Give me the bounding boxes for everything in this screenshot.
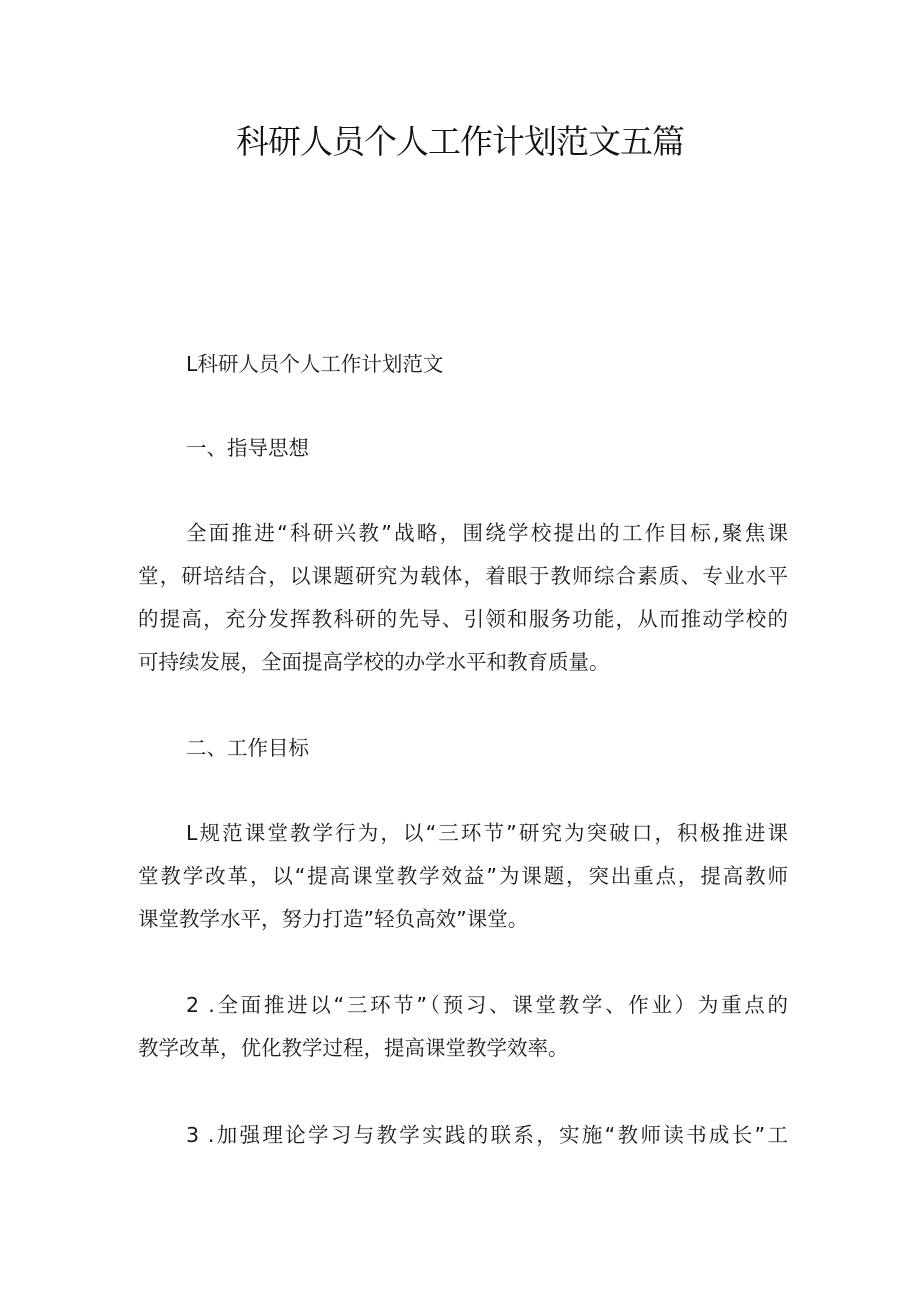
- item1-line: 课堂教学水平，努力打造”轻负高效”课堂。: [138, 907, 529, 931]
- part1-line: 全面推进“科研兴教”战略，围绕学校提出的工作目标,聚焦课: [186, 521, 788, 545]
- document-title: 科研人员个人工作计划范文五篇: [236, 122, 684, 161]
- part1-heading: 一、指导思想: [186, 436, 309, 460]
- item3-line: 3 .加强理论学习与教学实践的联系，实施“教师读书成长”工: [186, 1123, 788, 1147]
- part2-heading: 二、工作目标: [186, 736, 309, 760]
- part1-line: 可持续发展，全面提高学校的办学水平和教育质量。: [138, 650, 610, 674]
- item2-line: 教学改革，优化教学过程，提高课堂教学效率。: [138, 1036, 569, 1060]
- item2-line: 2 .全面推进以“三环节”（预习、课堂教学、作业）为重点的: [186, 993, 788, 1017]
- section-heading: L科研人员个人工作计划范文: [186, 352, 444, 376]
- part1-line: 的提高，充分发挥教科研的先导、引领和服务功能，从而推动学校的: [138, 607, 788, 631]
- part1-line: 堂，研培结合，以课题研究为载体，着眼于教师综合素质、专业水平: [138, 564, 788, 588]
- item1-line: 堂教学改革，以“提高课堂教学效益”为课题，突出重点，提高教师: [138, 864, 788, 888]
- item1-line: L规范课堂教学行为，以“三环节”研究为突破口，积极推进课: [186, 821, 788, 845]
